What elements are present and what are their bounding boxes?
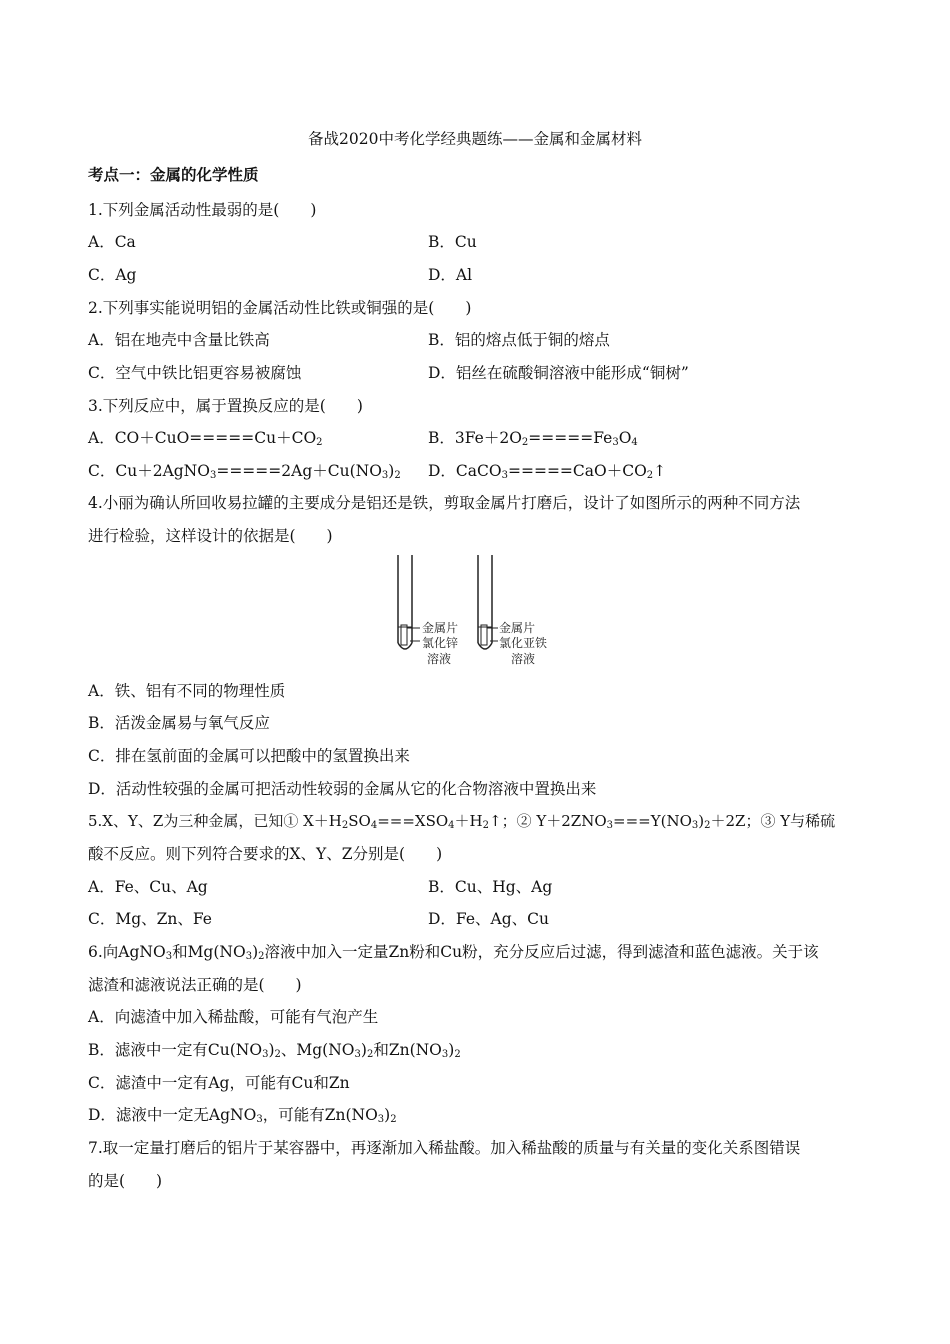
question-5-option-c: C．Mg、Zn、Fe (88, 910, 212, 928)
question-5-stem-line1: 5.X、Y、Z为三种金属，已知① $X+H_2SO_4===XSO_4+H_2↑$；② $Y+2ZNO_3===Y(NO_3)_2+2Z$；③ Y与稀硫 (88, 812, 836, 831)
question-6-stem-line2: 滤渣和滤液说法正确的是( ) (88, 976, 302, 994)
question-6-option-c: C．滤渣中一定有Ag，可能有Cu和Zn (88, 1074, 350, 1092)
question-2-option-b: B．铝的熔点低于铜的熔点 (428, 331, 610, 349)
question-3-option-b: B．$3Fe+2O_2=====Fe_3O_4$ (428, 429, 638, 448)
tube-2-metal-label: 金属片 (499, 621, 536, 635)
question-1-option-c: C．Ag (88, 266, 137, 284)
question-1-stem: 1.下列金属活动性最弱的是( ) (88, 201, 317, 219)
question-4-stem-line2: 进行检验，这样设计的依据是( ) (88, 527, 333, 545)
question-3-option-a: A．$CO+CuO=====Cu+CO_2$ (88, 429, 323, 448)
question-1-option-d: D．Al (428, 266, 473, 284)
question-6-option-d: D．滤液中一定无AgNO$_3$，可能有$Zn(NO_3)_2$ (88, 1106, 397, 1125)
section-heading: 考点一：金属的化学性质 (88, 165, 259, 184)
question-3-option-d: D．$CaCO_3=====CaO+CO_2↑$ (428, 462, 667, 481)
question-3-stem: 3.下列反应中，属于置换反应的是( ) (88, 397, 363, 415)
question-4-option-b: B．活泼金属易与氧气反应 (88, 714, 270, 732)
question-3-option-c: C．$Cu+2AgNO_3=====2Ag+Cu(NO_3)_2$ (88, 462, 401, 481)
question-1-option-a: A．Ca (88, 233, 136, 251)
question-4-stem-line1: 4.小丽为确认所回收易拉罐的主要成分是铝还是铁，剪取金属片打磨后，设计了如图所示的两种不同方法 (88, 494, 801, 512)
question-4-option-a: A．铁、铝有不同的物理性质 (88, 682, 286, 700)
question-5-stem-line2: 酸不反应。则下列符合要求的X、Y、Z分别是( ) (88, 845, 443, 863)
test-tube-2 (478, 555, 492, 649)
test-tube-figure (385, 553, 555, 669)
tube-1-metal-label: 金属片 (422, 621, 459, 635)
question-6-option-a: A．向滤渣中加入稀盐酸，可能有气泡产生 (88, 1008, 379, 1026)
question-2-option-d: D．铝丝在硫酸铜溶液中能形成“铜树” (428, 364, 689, 382)
question-1-option-b: B．Cu (428, 233, 477, 251)
page-title: 备战2020中考化学经典题练——金属和金属材料 (308, 130, 642, 148)
question-6-option-b: B．滤液中一定有$Cu(NO_3)_2$、$Mg(NO_3)_2$和$Zn(NO_3)_2$ (88, 1041, 461, 1060)
question-4-option-d: D．活动性较强的金属可把活动性较弱的金属从它的化合物溶液中置换出来 (88, 780, 597, 798)
question-7-stem-line2: 的是( ) (88, 1172, 163, 1190)
question-2-option-c: C．空气中铁比铝更容易被腐蚀 (88, 364, 302, 382)
question-2-stem: 2.下列事实能说明铝的金属活动性比铁或铜强的是( ) (88, 299, 472, 317)
question-5-option-d: D．Fe、Ag、Cu (428, 910, 549, 928)
question-5-option-a: A．Fe、Cu、Ag (88, 878, 208, 896)
question-7-stem-line1: 7.取一定量打磨后的铝片于某容器中，再逐渐加入稀盐酸。加入稀盐酸的质量与有关量的变化关系图错误 (88, 1139, 801, 1157)
tube-1-solution-label: 氯化锌 (422, 636, 459, 650)
tube-2-solution-label-2: 溶液 (511, 652, 536, 666)
question-4-option-c: C．排在氢前面的金属可以把酸中的氢置换出来 (88, 747, 410, 765)
question-5-option-b: B．Cu、Hg、Ag (428, 878, 553, 896)
tube-1-solution-label-2: 溶液 (427, 652, 452, 666)
test-tube-1 (398, 555, 412, 649)
question-2-option-a: A．铝在地壳中含量比铁高 (88, 331, 270, 349)
tube-2-solution-label: 氯化亚铁 (499, 636, 548, 650)
question-6-stem-line1: 6.向AgNO$_3$和$Mg(NO_3)_2$溶液中加入一定量Zn粉和Cu粉，充分反应后过滤，得到滤渣和蓝色滤液。关于该 (88, 943, 819, 962)
